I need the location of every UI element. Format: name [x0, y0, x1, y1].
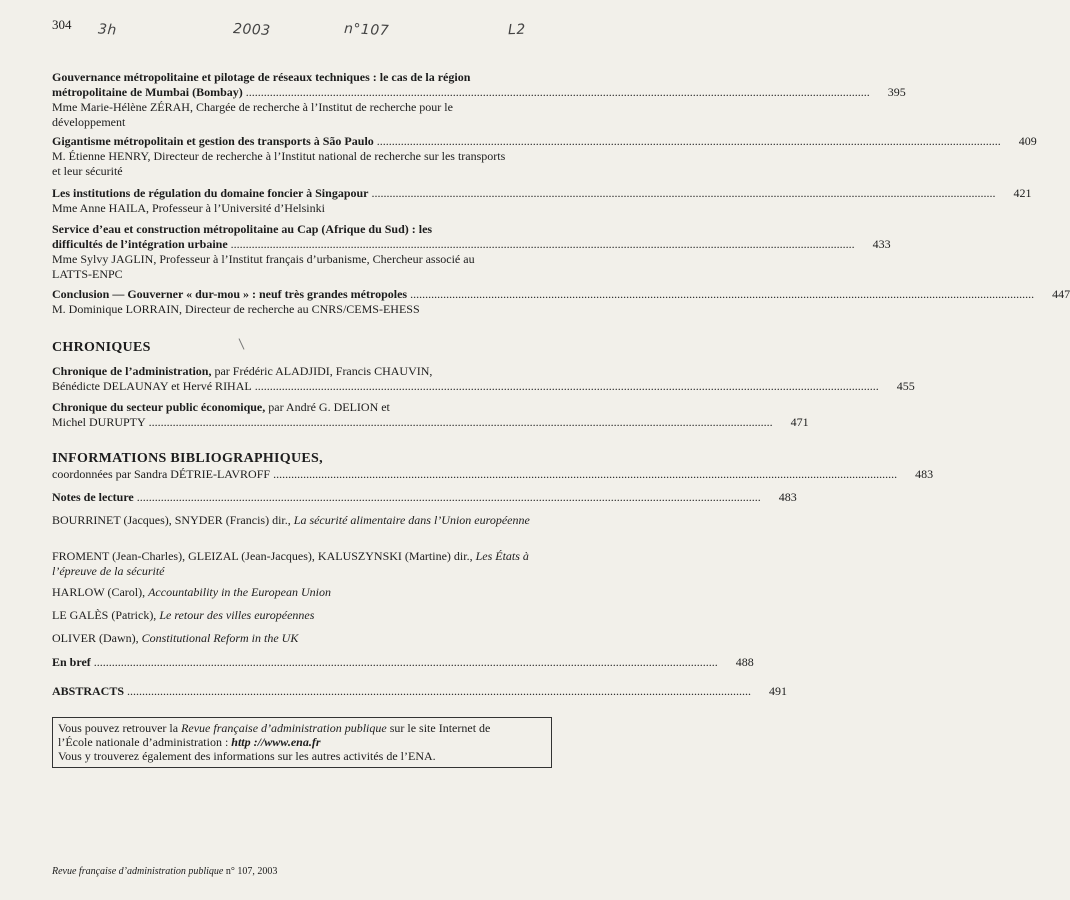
handwritten-note-1: 3h	[97, 21, 118, 39]
entry-page: 488	[735, 655, 754, 669]
page-number: 304	[52, 17, 72, 32]
toc-entry	[52, 490, 797, 505]
website-link[interactable]: http ://www.ena.fr	[231, 735, 321, 749]
toc-entry	[52, 287, 1070, 317]
dot-leader: ................................................................................................................................................................................................................	[376, 134, 1001, 148]
abstracts-label: ABSTRACTS	[52, 684, 125, 698]
book-entry: FROMENT (Jean-Charles), GLEIZAL (Jean-Jacques), KALUSZYNSKI (Martine) dir., Les États à l’épreuve de la sécurité	[52, 549, 529, 578]
handwritten-note-4: L2	[507, 21, 526, 39]
notes-de-lecture-label: Notes de lecture	[52, 490, 134, 504]
entry-author: Mme Anne HAILA, Professeur à l’Université d’Helsinki	[52, 201, 325, 215]
handwritten-note-2: 2003	[232, 21, 272, 39]
entry-page: 421	[1013, 186, 1032, 200]
dot-leader: ................................................................................................................................................................................................................	[371, 186, 996, 200]
entry-title-line: difficultés de l’intégration urbaine	[52, 237, 228, 251]
en-bref-label: En bref	[52, 655, 91, 669]
entry-page: 471	[790, 415, 809, 429]
toc-entry	[52, 222, 891, 282]
entry-author: Bénédicte DELAUNAY et Hervé RIHAL	[52, 379, 252, 393]
book-entry: BOURRINET (Jacques), SNYDER (Francis) dir., La sécurité alimentaire dans l’Union européenne	[52, 513, 530, 527]
dot-leader: ................................................................................................................................................................................................................	[245, 85, 870, 99]
entry-page: 455	[896, 379, 915, 393]
page-footer: Revue française d’administration publique n° 107, 2003	[52, 866, 278, 877]
entry-title: Chronique de l’administration,	[52, 364, 212, 378]
notice-line: l’École nationale d’administration : http ://www.ena.fr	[58, 735, 321, 749]
book-entry: HARLOW (Carol), Accountability in the European Union	[52, 585, 331, 599]
entry-page: 491	[769, 684, 788, 698]
notice-line: Vous pouvez retrouver la Revue française d’administration publique sur le site Internet de	[58, 721, 491, 735]
dot-leader: ................................................................................................................................................................................................................	[273, 467, 898, 481]
entry-author: M. Étienne HENRY, Directeur de recherche à l’Institut national de recherche sur les transports et leur sécurité	[52, 149, 506, 178]
toc-entry	[52, 134, 1037, 179]
notice-line: Vous y trouverez également des informations sur les autres activités de l’ENA.	[58, 749, 436, 763]
toc-entry	[52, 186, 1032, 216]
entry-author: M. Dominique LORRAIN, Directeur de recherche au CNRS/CEMS-EHESS	[52, 302, 420, 316]
dot-leader: ................................................................................................................................................................................................................	[136, 490, 761, 504]
dot-leader: ................................................................................................................................................................................................................	[93, 655, 718, 669]
book-entry: LE GALÈS (Patrick), Le retour des villes européennes	[52, 608, 315, 622]
dot-leader: ................................................................................................................................................................................................................	[127, 684, 752, 698]
entry-page: 483	[915, 467, 934, 481]
entry-title-line: Gigantisme métropolitain et gestion des transports à São Paulo	[52, 134, 374, 148]
entry-page: 447	[1052, 287, 1070, 301]
toc-entry	[52, 467, 934, 482]
entry-title: Chronique du secteur public économique,	[52, 400, 266, 414]
entry-title-line: Conclusion — Gouverner « dur-mou » : neuf très grandes métropoles	[52, 287, 408, 301]
entry-author: par André G. DELION et	[265, 400, 390, 414]
entry-author: par Frédéric ALADJIDI, Francis CHAUVIN,	[211, 364, 433, 378]
toc-entry	[52, 70, 906, 130]
entry-title-line: métropolitaine de Mumbai (Bombay)	[52, 85, 243, 99]
book-entry: OLIVER (Dawn), Constitutional Reform in the UK	[52, 631, 299, 645]
dot-leader: ................................................................................................................................................................................................................	[148, 415, 773, 429]
toc-entry	[52, 364, 915, 394]
dot-leader: ................................................................................................................................................................................................................	[254, 379, 879, 393]
entry-title-line: Gouvernance métropolitaine et pilotage de réseaux techniques : le cas de la région	[52, 70, 471, 84]
coordinator-line: coordonnées par Sandra DÉTRIE-LAVROFF	[52, 467, 271, 481]
toc-entry	[52, 655, 754, 670]
dot-leader: ................................................................................................................................................................................................................	[230, 237, 855, 251]
entry-page: 483	[778, 490, 797, 504]
website-notice-box	[52, 717, 552, 768]
entry-title-line: Service d’eau et construction métropolitaine au Cap (Afrique du Sud) : les	[52, 222, 433, 236]
entry-title-line: Les institutions de régulation du domaine foncier à Singapour	[52, 186, 369, 200]
pen-mark	[239, 338, 245, 349]
entry-author: Mme Marie-Hélène ZÉRAH, Chargée de recherche à l’Institut de recherche pour le développement	[52, 100, 453, 129]
entry-page: 395	[887, 85, 906, 99]
entry-author: Michel DURUPTY	[52, 415, 146, 429]
section-heading-chroniques: CHRONIQUES	[52, 340, 151, 355]
entry-page: 409	[1018, 134, 1037, 148]
handwritten-note-3: n°107	[343, 20, 390, 40]
dot-leader: ................................................................................................................................................................................................................	[410, 287, 1035, 301]
toc-entry	[52, 684, 788, 699]
entry-author: Mme Sylvy JAGLIN, Professeur à l’Institut français d’urbanisme, Chercheur associé au LATTS-ENPC	[52, 252, 475, 281]
section-heading-informations: INFORMATIONS BIBLIOGRAPHIQUES,	[52, 451, 323, 466]
toc-entry	[52, 400, 809, 430]
entry-page: 433	[872, 237, 891, 251]
